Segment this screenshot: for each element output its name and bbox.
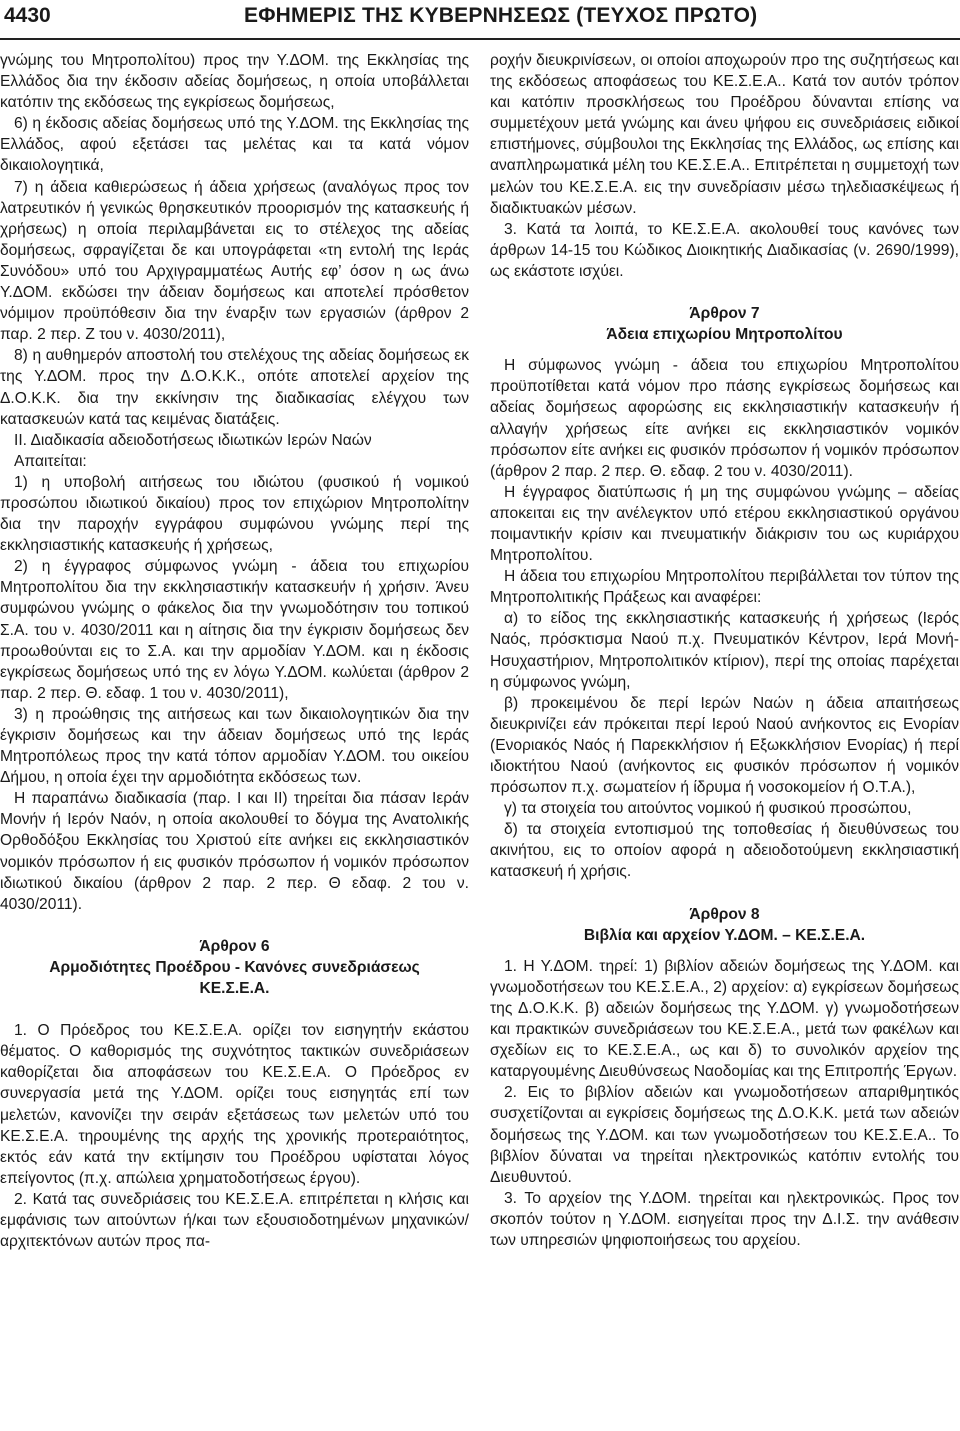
paragraph: 7) η άδεια καθιερώσεως ή άδεια χρήσεως (αναλόγως προς τον λατρευτικόν ή γενικώς θρησκευτικόν προορισμόν της κατασκευής ή χρήσεως) η οποία περιλαμβάνεται εις το στέλεχος της αδείας δομήσεως, σφραγίζεται δε και υπογράφεται «τη εντολή της Ιεράς Συνόδου» υπό του Αρχιγραμματέως Αυτής εφ’ όσον η ως άνω Υ.ΔΟΜ. εκδώσει την άδειαν δομήσεως και αποτελεί πρόσθετον νόμιμον προϋπόθεσιν δια την έναρξιν των εργασιών (άρθρον 2 παρ. 2 περ. Ζ του ν. 4030/2011), — [0, 178, 469, 344]
paragraph: 3. Το αρχείον της Υ.ΔΟΜ. τηρείται και ηλεκτρονικώς. Προς τον σκοπόν τούτον η Υ.ΔΟΜ. εισηγείται προς την Δ.Ι.Σ. την ανάθεσιν των υπηρεσιών ψηφιοποιήσεως του αρχείου. — [490, 1189, 959, 1249]
article-title: Άρθρον 6 — [199, 937, 270, 955]
paragraph: 3. Κατά τα λοιπά, το ΚΕ.Σ.Ε.Α. ακολουθεί τους κανόνες των άρθρων 14-15 του Κώδικος Διοικητικής Διαδικασίας (ν. 2690/1999), ως εκάστοτε ισχύει. — [490, 220, 959, 280]
paragraph: Η παραπάνω διαδικασία (παρ. Ι και ΙΙ) τηρείται δια πάσαν Ιεράν Μονήν ή Ιερόν Ναόν, η οποία ακολουθεί το δόγμα της Ανατολικής Ορθοδόξου Εκκλησίας του Χριστού είτε ανήκει εις εκκλησιαστικόν νομικόν πρόσωπον ή εις φυσικόν πρόσωπον ή νομικόν πρόσωπον ιδιωτικού δικαίου (άρθρον 2 παρ. 2 περ. Θ εδαφ. 2 του ν. 4030/2011). — [0, 790, 469, 913]
article-subtitle: Αρμοδιότητες Προέδρου - Κανόνες συνεδριάσεως — [49, 958, 420, 976]
article-subtitle: Βιβλία και αρχείον Υ.ΔΟΜ. – ΚΕ.Σ.Ε.Α. — [583, 926, 866, 944]
paragraph: 2) η έγγραφος σύμφωνος γνώμη - άδεια του επιχωρίου Μητροπολίτου δια την εκκλησιαστικήν κατασκευήν ή χρήσιν. Άνευ συμφώνου γνώμης ο φάκελος δια την γνωμοδότησιν του τοπικού Σ.Α. του ν. 4030/2011 και η αίτησις δια την έγκρισιν δομήσεως δεν προωθούνται εις το Σ.Α. και την αρμοδίαν Υ.ΔΟΜ. και η έκδοσις εγκρίσεως δομήσεως υπό της εν λόγω Υ.ΔΟΜ. κωλύεται (άρθρον 2 παρ. 2 περ. Θ. εδαφ. 1 του ν. 4030/2011), — [0, 558, 469, 702]
paragraph: δ) τα στοιχεία εντοπισμού της τοποθεσίας ή διευθύνσεως του ακινήτου, εις το οποίον αφορά η αδειοδοτούμενη εκκλησιαστική κατασκευή ή χρήσις. — [490, 821, 959, 881]
article-title: Άρθρον 7 — [689, 305, 760, 323]
left-column — [0, 50, 469, 1252]
page-header — [0, 0, 960, 44]
paragraph: α) το είδος της εκκλησιαστικής κατασκευής ή χρήσεως (Ιερός Ναός, πρόσκτισμα Ναού π.χ. Πνευματικόν Κέντρον, Ιερά Μονή-Ησυχαστήριον, Μητροπολιτικόν κτίριον), περί της οποίας παρέχεται η σύμφωνος γνώμη, — [490, 610, 959, 691]
section-heading: ΙΙ. Διαδικασία αδειοδοτήσεως ιδιωτικών Ιερών Ναών — [14, 431, 372, 449]
paragraph: γνώμης του Μητροπολίτου) προς την Υ.ΔΟΜ. της Εκκλησίας της Ελλάδος δια την έκδοσιν αδείας δομήσεως, η οποία υποβάλλεται κατόπιν της εκδόσεως της εγκρίσεως δομήσεως, — [0, 52, 469, 112]
paragraph: 2. Κατά τας συνεδριάσεις του ΚΕ.Σ.Ε.Α. επιτρέπεται η κλήσις και εμφάνισις των αιτούντων ή/και των εξουσιοδοτημένων μηχανικών/αρχιτεκτόνων αυτών προς πα- — [0, 1190, 469, 1251]
paragraph: Η έγγραφος διατύπωσις ή μη της συμφώνου γνώμης – αδείας αποκειται εις την ανέλεγκτον υπό ετέρου εκκλησιαστικού οργάνου ποιμαντικήν κρίσιν και πνευματικήν διάκρισιν του ως κυριάρχου Μητροπολίτου. — [490, 483, 959, 565]
paragraph: Απαιτείται: — [14, 452, 87, 470]
right-column — [490, 50, 959, 1251]
paragraph: ροχήν διευκρινίσεων, οι οποίοι αποχωρούν προ της συζητήσεως και της εκδόσεως αποφάσεως του ΚΕ.Σ.Ε.Α.. Κατά τον αυτόν τρόπον και κατόπιν προσκλήσεως του Προέδρου δύνανται επίσης να συμμετέχουν μετά γνώμης και άνευ ψήφου εις συνεδριάσεις ειδικοί επιστήμονες, σύμβουλοι της Εκκλησίας της Ελλάδος, ως επίσης και αναπληρωματικά μέλη του ΚΕ.Σ.Ε.Α.. Επιτρέπεται η συμμετοχή των μελών του ΚΕ.Σ.Ε.Α. εις την συνεδρίασιν μέσω τηλεδιασκέψεως ή διαδικτυακών μέσων. — [490, 52, 959, 217]
paragraph: 8) η αυθημερόν αποστολή του στελέχους της αδείας δομήσεως εκ της Υ.ΔΟΜ. προς την Δ.Ο.Κ.Κ., οπότε αποτελεί αρχείον της Δ.Ο.Κ.Κ. δια την εκκίνησιν της διαδικασίας ελέγχου των κατασκευών κατά τας κειμένας διατάξεις. — [0, 347, 469, 428]
paragraph: Η άδεια του επιχωρίου Μητροπολίτου περιβάλλεται τον τύπον της Μητροπολιτικής Πράξεως και αναφέρει: — [490, 568, 959, 607]
header-rule — [0, 38, 960, 40]
paragraph: 2. Εις το βιβλίον αδειών και γνωμοδοτήσεων απαριθμητικός συσχετίζονται αι εγκρίσεις δομήσεως της Δ.Ο.Κ.Κ. μετά των αδειών δομήσεως της Υ.ΔΟΜ. και των γνωμοδοτήσεων του ΚΕ.Σ.Ε.Α.. Το βιβλίον δύναται να τηρείται ηλεκτρονικώς κατόπιν εντολής του Διευθυντού. — [490, 1084, 959, 1186]
paragraph: 1. Ο Πρόεδρος του ΚΕ.Σ.Ε.Α. ορίζει τον εισηγητήν εκάστου θέματος. Ο καθορισμός της συχνότητος τακτικών συνεδριάσεων καθορίζεται δια αποφάσεων του ΚΕ.Σ.Ε.Α. Ο Πρόεδρος εν συνεργασία μετά της Υ.ΔΟΜ. ορίζει τους εισηγητάς επί των μελετών, κανονίζει την σειράν εξετάσεως των μελετών υπό του ΚΕ.Σ.Ε.Α. τηρουμένης της αρχής της χρονικής προτεραιότητος, εκτός εάν κατά την εκτίμησιν του Προέδρου υφίσταται λόγος επείγοντος (π.χ. απώλεια χρηματοδοτήσεως έργου). — [0, 1022, 469, 1187]
page-number: 4430 — [4, 4, 51, 27]
gazette-title: ΕΦΗΜΕΡΙΣ ΤΗΣ ΚΥΒΕΡΝΗΣΕΩΣ (ΤΕΥΧΟΣ ΠΡΩΤΟ) — [244, 4, 758, 27]
paragraph: β) προκειμένου δε περί Ιερών Ναών η άδεια απαιτήσεως διευκρινίζει εάν πρόκειται περί Ιερού Ναού ανήκοντος εις Ενορίαν (Ενοριακός Ναός ή Παρεκκλήσιον ή Εξωκκλήσιον Ενορίας) ή περί ιδιοκτήτου Ναού (ανήκοντος εις φυσικόν πρόσωπον ή νομικόν πρόσωπον π.χ. σωματείον ή ίδρυμα ή νοσοκομείον ή Ο.Τ.Α.), — [490, 694, 959, 797]
article-title: Άρθρον 8 — [689, 905, 760, 923]
paragraph: 6) η έκδοσις αδείας δομήσεως υπό της Υ.ΔΟΜ. της Εκκλησίας της Ελλάδος, αφού εξετάσει τας μελέτας και τα κατά νόμον δικαιολογητικά, — [0, 115, 469, 175]
paragraph: 3) η προώθησις της αιτήσεως και των δικαιολογητικών δια την έγκρισιν δομήσεως και την άδειαν δομήσεως υπό της Ιεράς Μητροπόλεως προς την κατά τόπον αρμοδίαν Υ.ΔΟΜ. του οικείου Δήμου, η οποία έχει την αρμοδιότητα εκδόσεως των. — [0, 705, 469, 787]
paragraph: 1. Η Υ.ΔΟΜ. τηρεί: 1) βιβλίον αδειών δομήσεως της Υ.ΔΟΜ. και γνωμοδοτήσεων του ΚΕ.Σ.Ε.Α., 2) αρχείον: α) εγκρίσεων δομήσεως της Δ.Ο.Κ.Κ. β) αδειών δομήσεως της Υ.ΔΟΜ. γ) γνωμοδοτήσεων και πρακτικών συνεδριάσεων του ΚΕ.Σ.Ε.Α., μετά των φακέλων και σχεδίων εις το ΚΕ.Σ.Ε.Α., ως και δ) το συνολικόν αρχείον της καταργουμένης Διευθύνσεως Ναοδομίας και της Επιτροπής Έργων. — [490, 957, 959, 1081]
paragraph: Η σύμφωνος γνώμη - άδεια του επιχωρίου Μητροπολίτου προϋποτίθεται κατά νόμον προ πάσης εγκρίσεως δομήσεως και αδείας δομήσεως αφορώσης εις εκκλησιαστικήν κατασκευήν ή αλλαγήν χρήσεως είτε ανήκει εις εκκλησιαστικόν νομικόν πρόσωπον είτε ανήκει εις φυσικόν πρόσωπον ή νομικόν πρόσωπον (άρθρον 2 παρ. 2 περ. Θ. εδαφ. 2 του ν. 4030/2011). — [490, 357, 959, 480]
paragraph: γ) τα στοιχεία του αιτούντος νομικού ή φυσικού προσώπου, — [504, 800, 912, 818]
article-subtitle: ΚΕ.Σ.Ε.Α. — [199, 980, 270, 998]
article-subtitle: Άδεια επιχωρίου Μητροπολίτου — [606, 326, 843, 344]
paragraph: 1) η υποβολή αιτήσεως του ιδιώτου (φυσικού ή νομικού προσώπου ιδιωτικού δικαίου) προς τον επιχώριον Μητροπολίτην δια την παροχήν εγγράφου συμφώνου γνώμης περί της εκκλησιαστικής κατασκευής ή χρήσεως, — [0, 473, 469, 555]
